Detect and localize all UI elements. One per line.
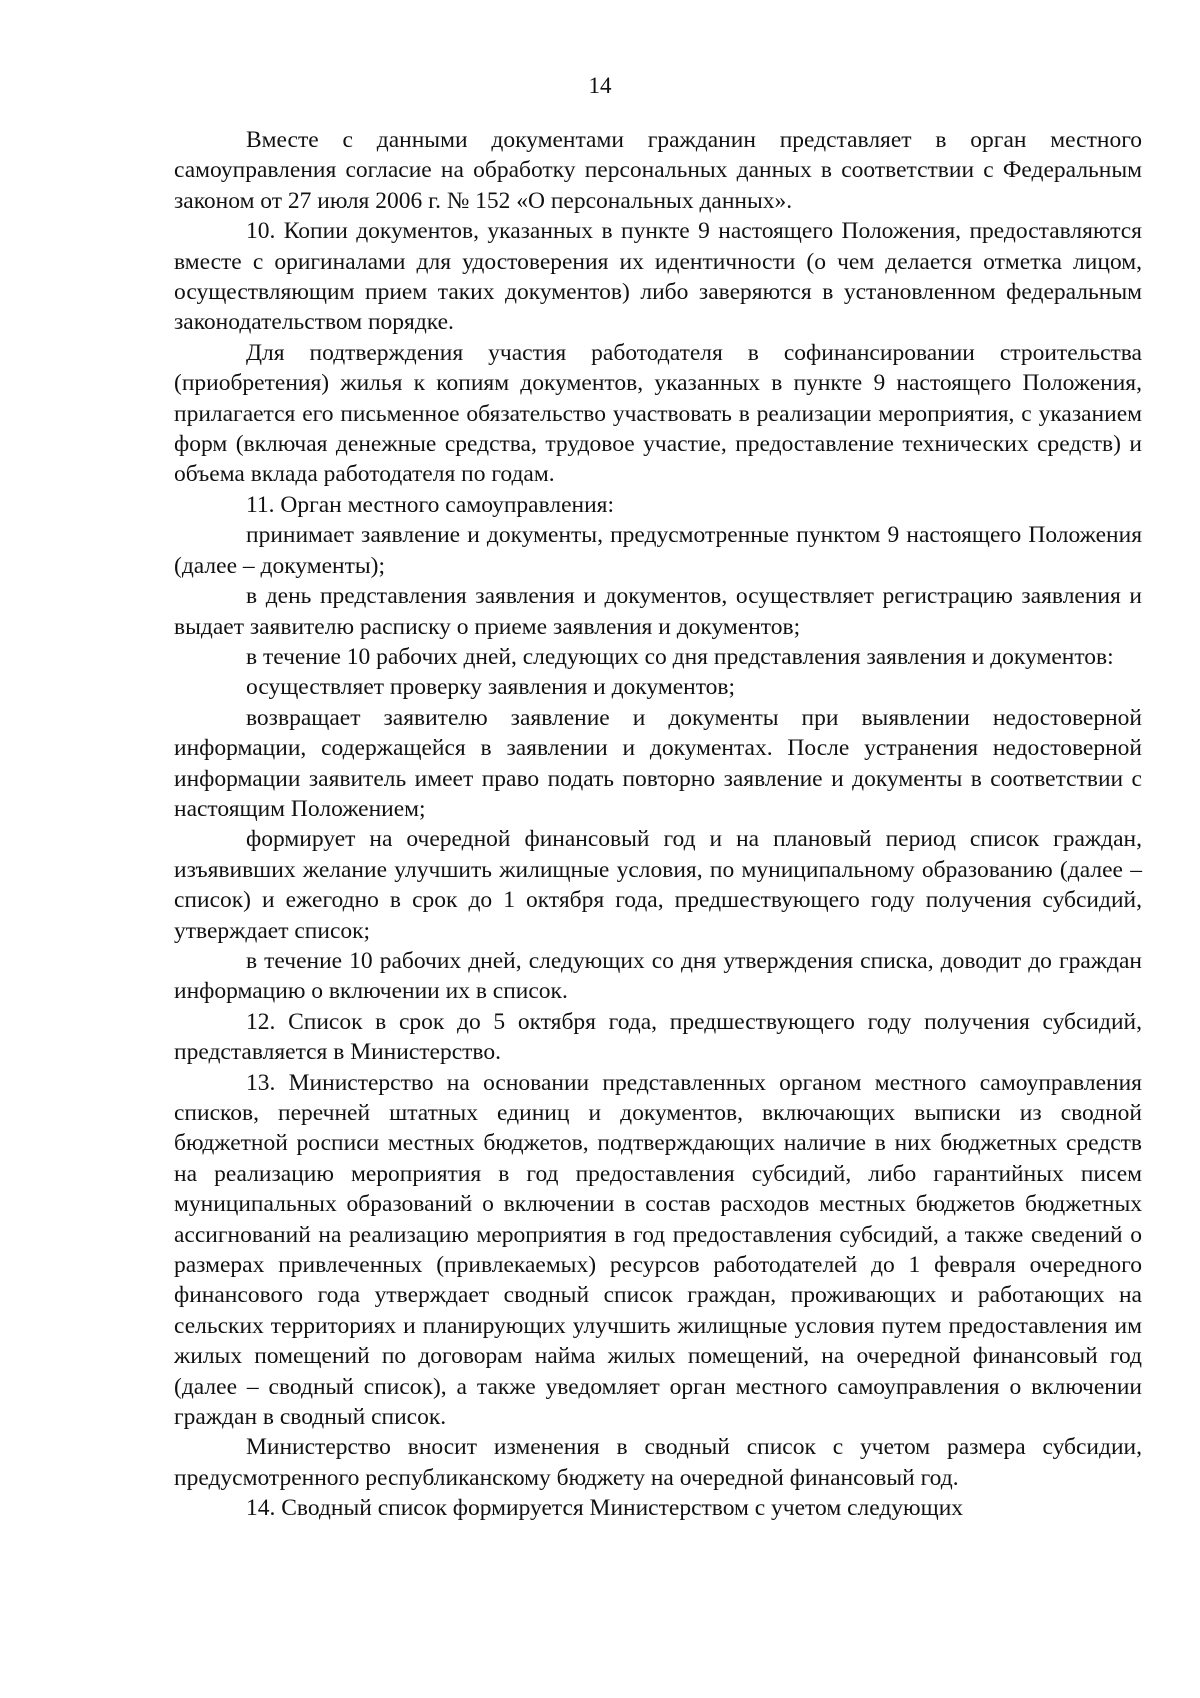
paragraph-inform-citizens: в течение 10 рабочих дней, следующих со дня утверждения списка, доводит до граждан информацию о включении их в список. [174, 947, 1142, 1005]
paragraph-forms-list: формирует на очередной финансовый год и на плановый период список граждан, изъявивших желание улучшить жилищные условия, по муниципальному образованию (далее – список) и ежегодно в срок до 1 октября года, предшествующего году получения субсидий, утверждает список; [174, 826, 1142, 944]
paragraph-10-copies: 10. Копии документов, указанных в пункте 9 настоящего Положения, предоставляются вместе с оригиналами для удостоверения их идентичности (о чем делается отметка лицом, осуществляющим прием таких документов) либо заверяются в установленном федеральным законодательством порядке. [174, 218, 1142, 336]
paragraph-consent: Вместе с данными документами гражданин представляет в орган местного самоуправления согласие на обработку персональных данных в соответствии с Федеральным законом от 27 июля 2006 г. № 152 «О персональных данных». [174, 127, 1142, 214]
paragraph-registration: в день представления заявления и документов, осуществляет регистрацию заявления и выдает заявителю расписку о приеме заявления и документов; [174, 583, 1142, 640]
paragraph-11-local-authority: 11. Орган местного самоуправления: [246, 491, 615, 518]
document-body [174, 125, 1142, 1524]
paragraph-accepts-application: принимает заявление и документы, предусмотренные пунктом 9 настоящего Положения (далее – документы); [174, 522, 1142, 579]
paragraph-ten-working-days: в течение 10 рабочих дней, следующих со дня представления заявления и документов: [246, 643, 1114, 670]
page-number: 14 [588, 73, 612, 98]
paragraph-ministry-changes: Министерство вносит изменения в сводный список с учетом размера субсидии, предусмотренного республиканскому бюджету на очередной финансовый год. [174, 1434, 1142, 1491]
paragraph-13-ministry: 13. Министерство на основании представленных органом местного самоуправления списков, перечней штатных единиц и документов, включающих выписки из сводной бюджетной росписи местных бюджетов, подтверждающих наличие в них бюджетных средств на реализацию мероприятия в год предоставления субсидий, либо гарантийных писем муниципальных образований о включении в состав расходов местных бюджетов бюджетных ассигнований на реализацию мероприятия в год предоставления субсидий, а также сведений о размерах привлеченных (привлекаемых) ресурсов работодателей до 1 февраля очередного финансового года утверждает сводный список граждан, проживающих и работающих на сельских территориях и планирующих улучшить жилищные условия путем предоставления им жилых помещений по договорам найма жилых помещений, на очередной финансовый год (далее – сводный список), а также уведомляет орган местного самоуправления о включении граждан в сводный список. [174, 1069, 1142, 1431]
paragraph-return-documents: возвращает заявителю заявление и документы при выявлении недостоверной информации, содержащейся в заявлении и документах. После устранения недостоверной информации заявитель имеет право подать повторно заявление и документы в соответствии с настоящим Положением; [174, 704, 1142, 822]
paragraph-12-list-submission: 12. Список в срок до 5 октября года, предшествующего году получения субсидий, представляется в Министерство. [174, 1008, 1142, 1066]
paragraph-employer-participation: Для подтверждения участия работодателя в софинансировании строительства (приобретения) жилья к копиям документов, указанных в пункте 9 настоящего Положения, прилагается его письменное обязательство участвовать в реализации мероприятия, с указанием форм (включая денежные средства, трудовое участие, предоставление технических средств) и объема вклада работодателя по годам. [174, 339, 1142, 488]
paragraph-14-consolidated-list: 14. Сводный список формируется Министерством с учетом следующих [246, 1495, 964, 1522]
paragraph-verification: осуществляет проверку заявления и документов; [246, 674, 736, 701]
